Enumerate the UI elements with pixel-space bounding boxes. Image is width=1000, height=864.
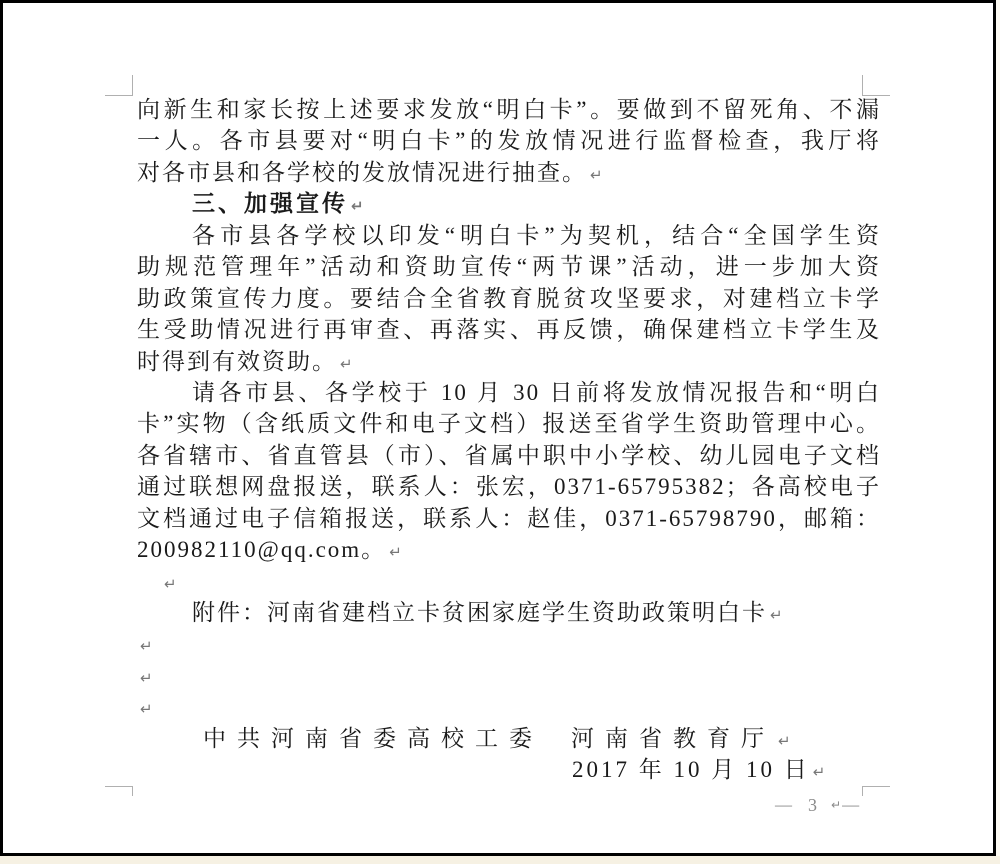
document-line xyxy=(137,94,881,125)
document-line xyxy=(137,157,881,188)
pilcrow-icon: ↵ xyxy=(778,731,791,750)
page-edge-right xyxy=(996,0,1000,856)
document-line xyxy=(137,440,881,471)
document-line xyxy=(137,660,881,691)
pilcrow-icon: ↵ xyxy=(340,354,353,373)
line-text: 助规范管理年”活动和资助宣传“两节课”活动，进一步加大资 xyxy=(137,254,881,280)
document-line xyxy=(137,408,881,439)
line-text: 各省辖市、省直管县（市）、省属中职中小学校、幼儿园电子文档 xyxy=(137,442,881,468)
page-edge-bottom xyxy=(0,856,1000,864)
pilcrow-icon: ↵ xyxy=(770,606,783,624)
margin-mark-bottom-left xyxy=(105,786,133,796)
line-text: 向新生和家长按上述要求发放“明白卡”。要做到不留死角、不漏 xyxy=(137,97,881,122)
document-line xyxy=(137,723,881,754)
document-line xyxy=(137,220,881,251)
line-text: 助政策宣传力度。要结合全省教育脱贫攻坚要求，对建档立卡学 xyxy=(137,285,881,311)
line-text: 200982110@qq.com。 xyxy=(137,537,387,563)
document-line xyxy=(137,566,881,597)
line-text: 附件：河南省建档立卡贫困家庭学生资助政策明白卡 xyxy=(192,600,767,625)
line-text: 通过联想网盘报送，联系人：张宏，0371-65795382；各高校电子 xyxy=(137,474,881,500)
line-text: 三、加强宣传 xyxy=(192,190,348,217)
document-line xyxy=(137,377,881,408)
document-line xyxy=(137,125,881,156)
pilcrow-icon: ↵ xyxy=(590,165,603,184)
line-text: 2017 年 10 月 10 日 xyxy=(572,757,810,783)
pilcrow-icon: ↵ xyxy=(389,543,402,562)
page-number xyxy=(775,793,885,817)
signature-text: 中共河南省委高校工委 xyxy=(203,725,543,751)
page-number-value: 3 xyxy=(808,794,817,815)
line-text: 对各市县和各学校的发放情况进行抽查。 xyxy=(137,159,587,185)
line-text: 请各市县、各学校于 10 月 30 日前将发放情况报告和“明白 xyxy=(192,379,881,405)
document-line xyxy=(137,251,881,282)
margin-mark-top-left xyxy=(105,75,133,96)
pilcrow-icon: ↵ xyxy=(812,763,826,782)
margin-mark-top-right xyxy=(862,75,890,96)
document-line xyxy=(137,691,881,722)
line-text: 卡”实物（含纸质文件和电子文档）报送至省学生资助管理中心。 xyxy=(137,411,881,437)
pilcrow-icon: ↵ xyxy=(140,668,153,687)
document-text-block xyxy=(137,94,881,786)
document-line xyxy=(137,346,881,377)
pilcrow-icon: ↵ xyxy=(831,798,842,812)
signature-text: 河南省教育厅 xyxy=(571,725,775,751)
line-text: 文档通过电子信箱报送，联系人：赵佳，0371-65798790，邮箱： xyxy=(137,505,881,531)
line-text: 时得到有效资助。 xyxy=(137,348,337,374)
document-line xyxy=(137,534,881,565)
pilcrow-icon: ↵ xyxy=(351,197,364,216)
line-text: 生受助情况进行再审查、再落实、再反馈，确保建档立卡学生及 xyxy=(137,317,881,343)
document-line xyxy=(137,314,881,345)
pilcrow-icon: ↵ xyxy=(164,574,177,593)
document-line xyxy=(137,283,881,314)
document-line xyxy=(137,503,881,534)
document-line xyxy=(137,188,881,219)
document-line xyxy=(137,628,881,659)
page-number-left-dash: — xyxy=(775,795,792,814)
page-number-right-dash: — xyxy=(842,795,860,814)
line-text: 一人。各市县要对“明白卡”的发放情况进行监督检查，我厅将 xyxy=(137,128,881,154)
pilcrow-icon: ↵ xyxy=(140,700,153,719)
document-line xyxy=(137,597,881,628)
document-line xyxy=(137,754,881,785)
pilcrow-icon: ↵ xyxy=(140,637,153,656)
line-text: 各市县各学校以印发“明白卡”为契机，结合“全国学生资 xyxy=(192,222,881,248)
document-line xyxy=(137,471,881,502)
